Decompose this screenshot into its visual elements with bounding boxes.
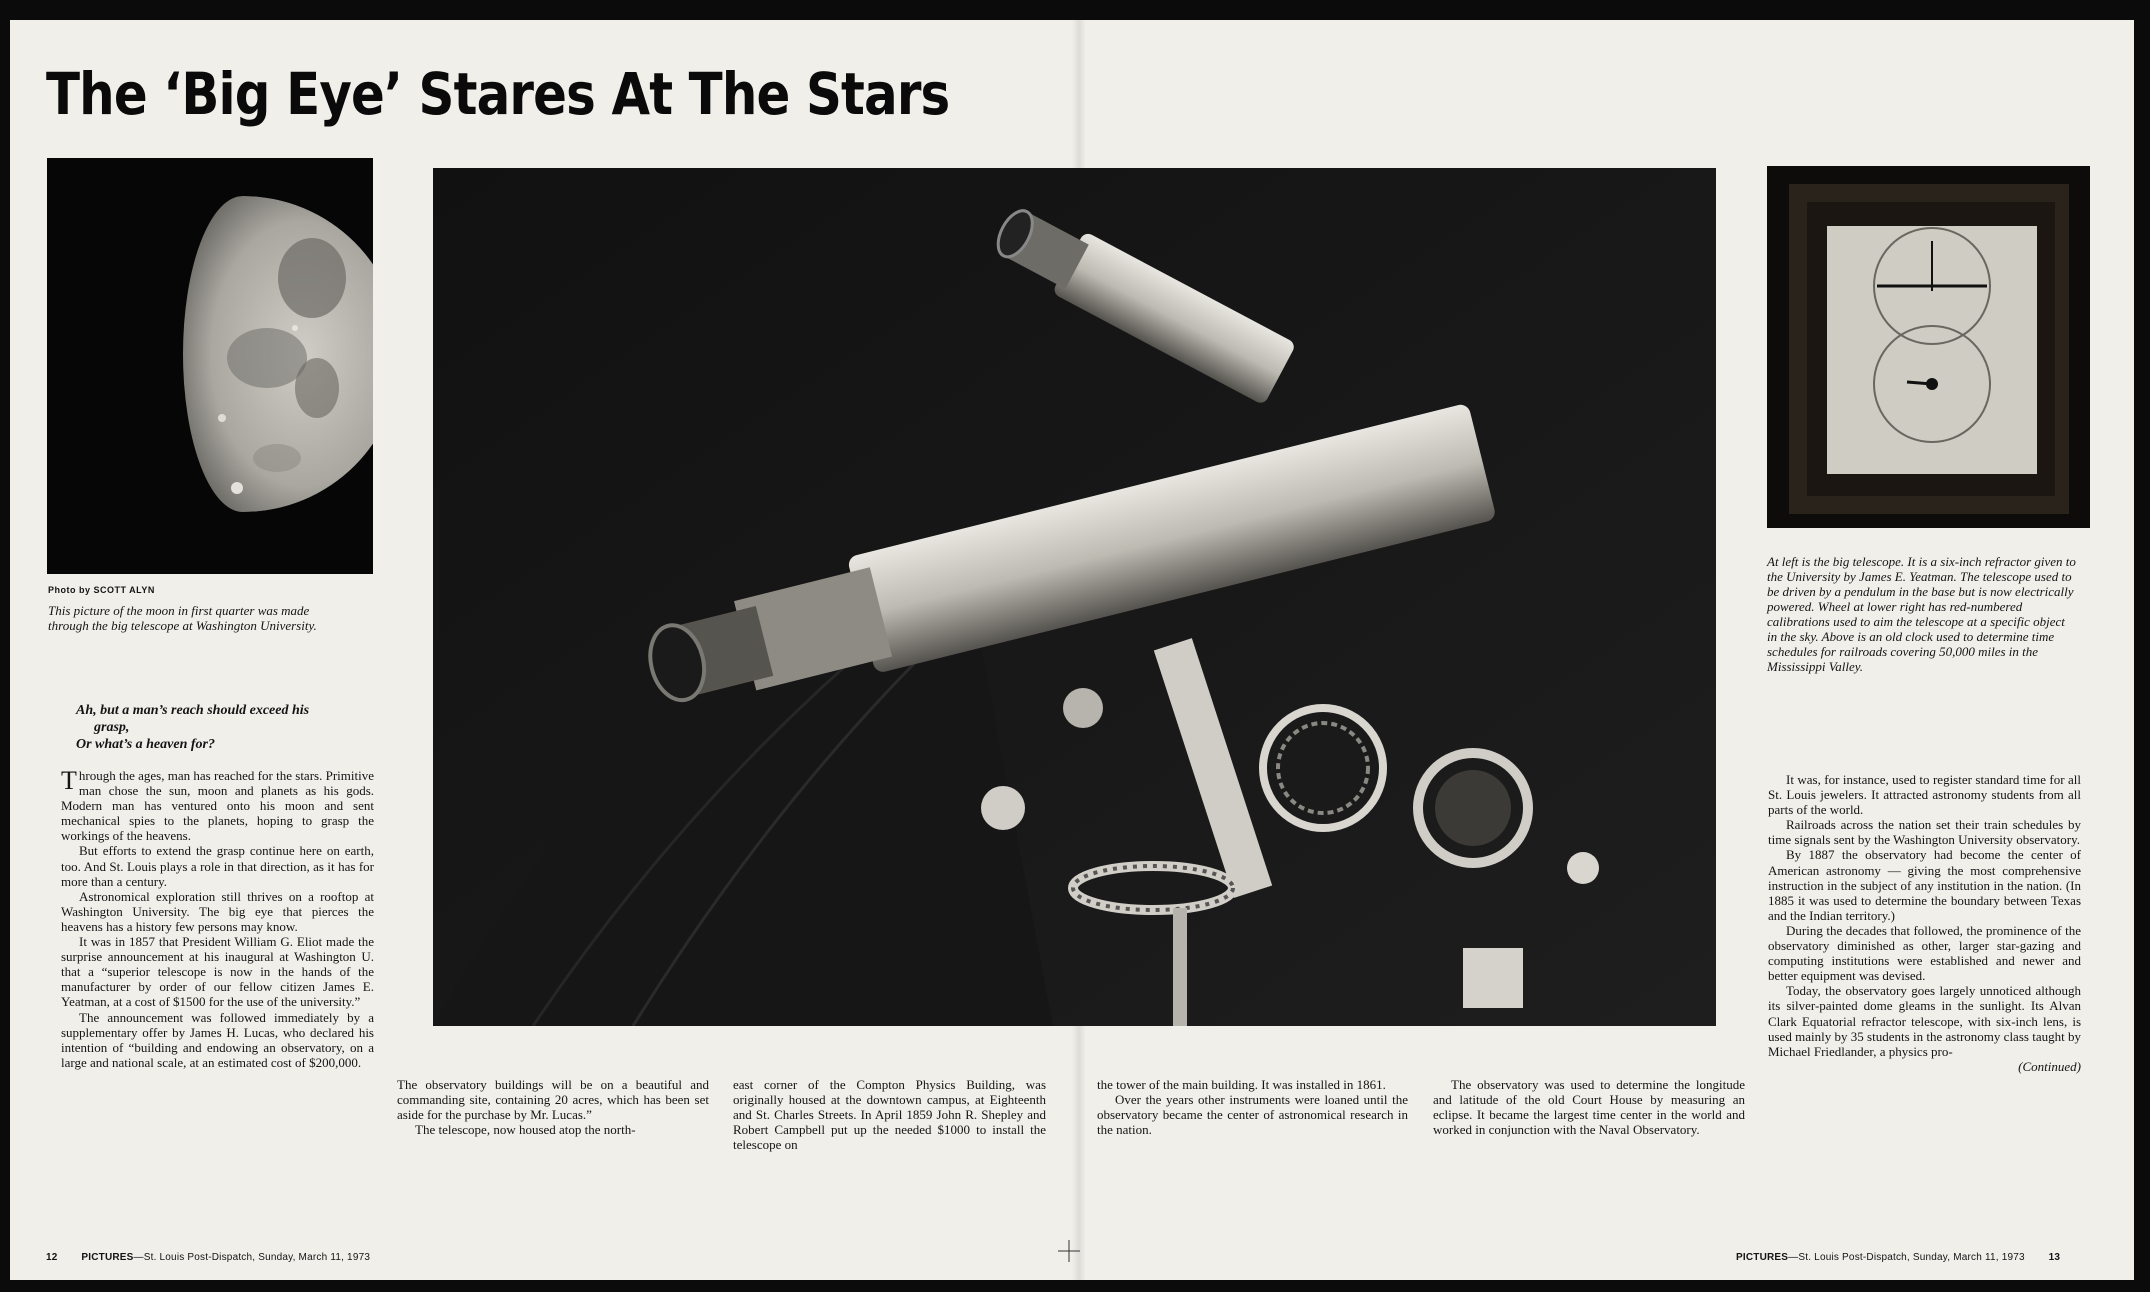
registration-mark-icon (1058, 1240, 1080, 1262)
telescope-photo (433, 168, 1716, 1026)
article-paragraph: the tower of the main building. It was installed in 1861. (1097, 1077, 1386, 1092)
footer-dateline-left: —St. Louis Post-Dispatch, Sunday, March 11, 1973 (133, 1252, 371, 1263)
drop-cap: T (61, 766, 77, 795)
article-paragraph: It was, for instance, used to register standard time for all St. Louis jewelers. It attracted astronomy students from all parts of the world. (1768, 772, 2081, 818)
photo-credit: Photo by SCOTT ALYN (48, 585, 155, 595)
footer-section-right: PICTURES (1736, 1252, 1789, 1263)
epigraph-line: Ah, but a man’s reach should exceed his (76, 703, 310, 718)
article-paragraph: The telescope, now housed atop the north- (415, 1122, 636, 1138)
continued-label: (Continued) (2018, 1058, 2081, 1074)
epigraph-line: grasp, (94, 720, 130, 735)
article-paragraph: It was in 1857 that President William G. Eliot made the surprise announcement at his inaugural at Washington U. that a “superior telescope is now in the hands of the manufacturer by order of our fellow citizen James E. Yeatman, at a cost of $1500 for the use of the university.” (61, 934, 374, 1010)
article-column-5 (1433, 1077, 1745, 1137)
telescope-caption: At left is the big telescope. It is a six-inch refractor given to the University by James E. Yeatman. The telescope used to be driven by a pendulum in the base but is now electrically powered. Wheel at lower right has red-numbered calibrations used to aim the telescope at a specific object in the sky. Above is an old clock used to determine time schedules for railroads covering 50,000 miles in the Mississippi Valley. (1767, 554, 2076, 674)
article-paragraph: Through the ages, man has reached for the stars. Primitive man chose the sun, moon and planets as his gods. Modern man has ventured onto his moon and sent mechanical spies to the planets, hoping to grasp the workings of the heavens. (61, 766, 374, 844)
footer-left (46, 1252, 370, 1263)
article-paragraph: Railroads across the nation set their train schedules by time signals sent by the Washington University observatory. (1768, 817, 2081, 848)
moon-caption: This picture of the moon in first quarter was made through the big telescope at Washington University. (48, 603, 317, 633)
clock-photo (1767, 166, 2090, 528)
page-number-left: 12 (46, 1252, 58, 1263)
moon-photo (47, 158, 373, 574)
epigraph-line: Or what’s a heaven for? (76, 737, 215, 752)
article-column-2 (397, 1077, 709, 1137)
article-paragraph: Over the years other instruments were loaned until the observatory became the center of astronomical research in the nation. (1097, 1092, 1408, 1138)
article-column-1 (61, 768, 374, 1070)
article-paragraph: Astronomical exploration still thrives on a rooftop at Washington University. The big eye that pierces the heavens has a history few persons may know. (61, 888, 374, 934)
footer-dateline-right: —St. Louis Post-Dispatch, Sunday, March 11, 1973 (1788, 1252, 2025, 1263)
article-paragraph: The observatory was used to determine the longitude and latitude of the old Court House by measuring an eclipse. It became the largest time center in the world and worked in conjunction with the Naval Observatory. (1433, 1077, 1745, 1138)
article-column-6 (1768, 772, 2081, 1074)
article-column-3 (733, 1077, 1046, 1152)
article-column-4 (1097, 1077, 1408, 1137)
page-number-right: 13 (2048, 1252, 2061, 1263)
article-paragraph: But efforts to extend the grasp continue here on earth, too. And St. Louis plays a role in that direction, as it has for more than a century. (61, 843, 374, 889)
epigraph (76, 702, 376, 753)
footer-right (1736, 1252, 2060, 1263)
footer-section-left: PICTURES (81, 1252, 134, 1263)
article-paragraph: During the decades that followed, the prominence of the observatory diminished as other, larger star-gazing and computing institutions were established and newer and better equipment was devised. (1768, 922, 2081, 984)
article-paragraph: The observatory buildings will be on a beautiful and commanding site, containing 20 acres, which has been set aside for the purchase by Mr. Lucas.” (397, 1077, 709, 1123)
article-paragraph: Today, the observatory goes largely unnoticed although its silver-painted dome gleams in the sunlight. Its Alvan Clark Equatorial refractor telescope, with six-inch lens, is used mainly by 35 students in the astronomy class taught by Michael Friedlander, a physics pro- (1768, 983, 2081, 1059)
article-paragraph: The announcement was followed immediately by a supplementary offer by James H. Lucas, who declared his intention of “building and endowing an observatory, on a large and national scale, at an estimated cost of $200,000. (61, 1009, 374, 1070)
article-paragraph: By 1887 the observatory had become the center of American astronomy — giving the most comprehensive instruction in the subject of any institution in the nation. (In 1885 it was used to determine the boundary between Texas and the Indian territory.) (1768, 847, 2081, 923)
article-paragraph: east corner of the Compton Physics Building, was originally housed at the downtown campus, at Eighteenth and St. Charles Streets. In April 1859 John R. Shepley and Robert Campbell put up the needed $1000 to install the telescope on (733, 1077, 1046, 1153)
headline: The ‘Big Eye’ Stares At The Stars (46, 60, 950, 128)
